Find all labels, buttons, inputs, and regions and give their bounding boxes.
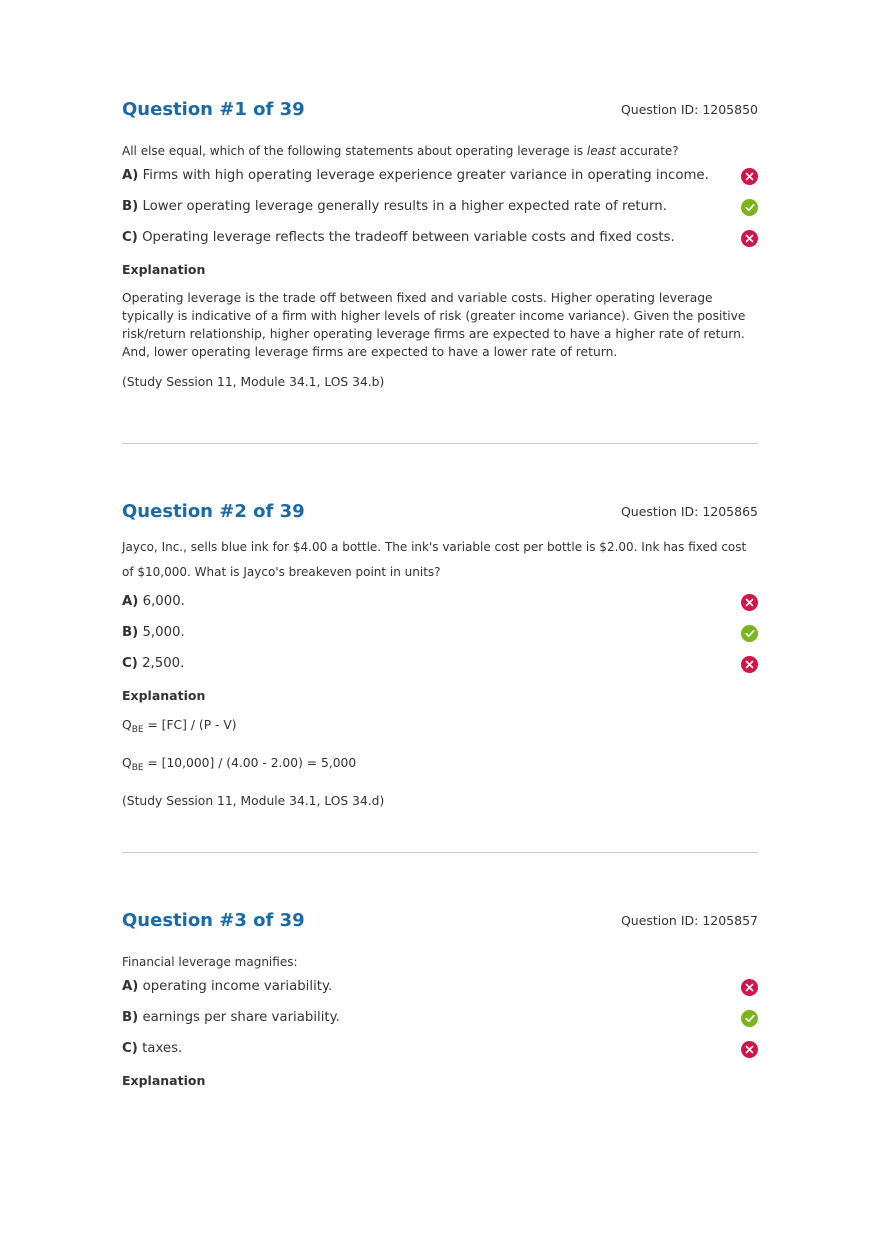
answer-text: Firms with high operating leverage experience greater variance in operating income. [142, 168, 709, 183]
incorrect-icon [741, 594, 758, 611]
explanation-text: Operating leverage is the trade off between fixed and variable costs. Higher operating leverage typically is indicative of a firm with higher levels of risk (greater income variance). Given the positive risk/return relationship, higher operating leverage firms are expected to have a higher rate of return. And, lower operating leverage firms are expected to have a lower rate of return. [122, 291, 746, 359]
question-text-emphasis: least [586, 144, 616, 158]
answer-option[interactable] [122, 591, 758, 622]
answer-letter: B) [122, 1010, 139, 1025]
answer-option[interactable] [122, 227, 758, 258]
question-title: Question #2 of 39 [122, 501, 305, 522]
question-header [122, 910, 758, 940]
answer-option[interactable] [122, 1038, 758, 1069]
answer-option[interactable] [122, 976, 758, 1007]
question-text-part: accurate? [615, 144, 679, 158]
answer-option[interactable] [122, 1007, 758, 1038]
explanation-label: Explanation [122, 688, 206, 703]
answer-option[interactable] [122, 653, 758, 684]
answer-option[interactable] [122, 622, 758, 653]
formula-subscript: BE [131, 725, 144, 735]
formula-subscript: BE [131, 763, 144, 773]
question-block [122, 99, 758, 391]
answer-text: earnings per share variability. [142, 1010, 340, 1025]
answer-letter: C) [122, 230, 138, 245]
study-reference: (Study Session 11, Module 34.1, LOS 34.b) [122, 375, 385, 389]
formula-expression: = [10,000] / (4.00 - 2.00) = 5,000 [143, 756, 357, 770]
question-text: Financial leverage magnifies: [122, 955, 298, 969]
incorrect-icon [741, 979, 758, 996]
answer-letter: A) [122, 594, 139, 609]
question-block [122, 910, 758, 1088]
answer-text: Operating leverage reflects the tradeoff between variable costs and fixed costs. [142, 230, 675, 245]
formula-expression: = [FC] / (P - V) [143, 718, 237, 732]
answer-text: 5,000. [142, 625, 185, 640]
answer-letter: C) [122, 1041, 138, 1056]
question-id: Question ID: 1205857 [620, 913, 758, 928]
incorrect-icon [741, 168, 758, 185]
question-id: Question ID: 1205865 [620, 504, 758, 519]
question-block [122, 501, 758, 810]
question-text [122, 139, 758, 164]
correct-check-icon [741, 199, 758, 216]
question-title: Question #3 of 39 [122, 910, 305, 931]
incorrect-icon [741, 1041, 758, 1058]
answer-letter: C) [122, 656, 138, 671]
answer-text: taxes. [142, 1041, 183, 1056]
question-title: Question #1 of 39 [122, 99, 305, 120]
divider [122, 443, 758, 444]
incorrect-icon [741, 656, 758, 673]
answer-letter: B) [122, 199, 139, 214]
question-text: Jayco, Inc., sells blue ink for $4.00 a bottle. The ink's variable cost per bottle is $2.00. Ink has fixed cost of $10,000. What is Jayco's breakeven point in units? [122, 540, 747, 579]
question-header [122, 501, 758, 531]
question-header [122, 99, 758, 129]
question-id: Question ID: 1205850 [620, 102, 758, 117]
answer-letter: A) [122, 979, 139, 994]
answer-option[interactable] [122, 165, 758, 196]
formula-line [122, 716, 758, 739]
incorrect-icon [741, 230, 758, 247]
correct-check-icon [741, 1010, 758, 1027]
answer-text: 2,500. [142, 656, 185, 671]
formula-symbol: Q [122, 756, 132, 770]
answer-text: 6,000. [142, 594, 185, 609]
study-reference: (Study Session 11, Module 34.1, LOS 34.d) [122, 794, 385, 808]
explanation-label: Explanation [122, 262, 206, 277]
question-text-part: All else equal, which of the following statements about operating leverage is [122, 144, 587, 158]
correct-check-icon [741, 625, 758, 642]
explanation-label: Explanation [122, 1073, 206, 1088]
divider [122, 852, 758, 853]
answer-letter: A) [122, 168, 139, 183]
answer-option[interactable] [122, 196, 758, 227]
answer-text: Lower operating leverage generally results in a higher expected rate of return. [142, 199, 667, 214]
answer-text: operating income variability. [142, 979, 333, 994]
answer-letter: B) [122, 625, 139, 640]
formula-symbol: Q [122, 718, 132, 732]
formula-line [122, 754, 758, 777]
